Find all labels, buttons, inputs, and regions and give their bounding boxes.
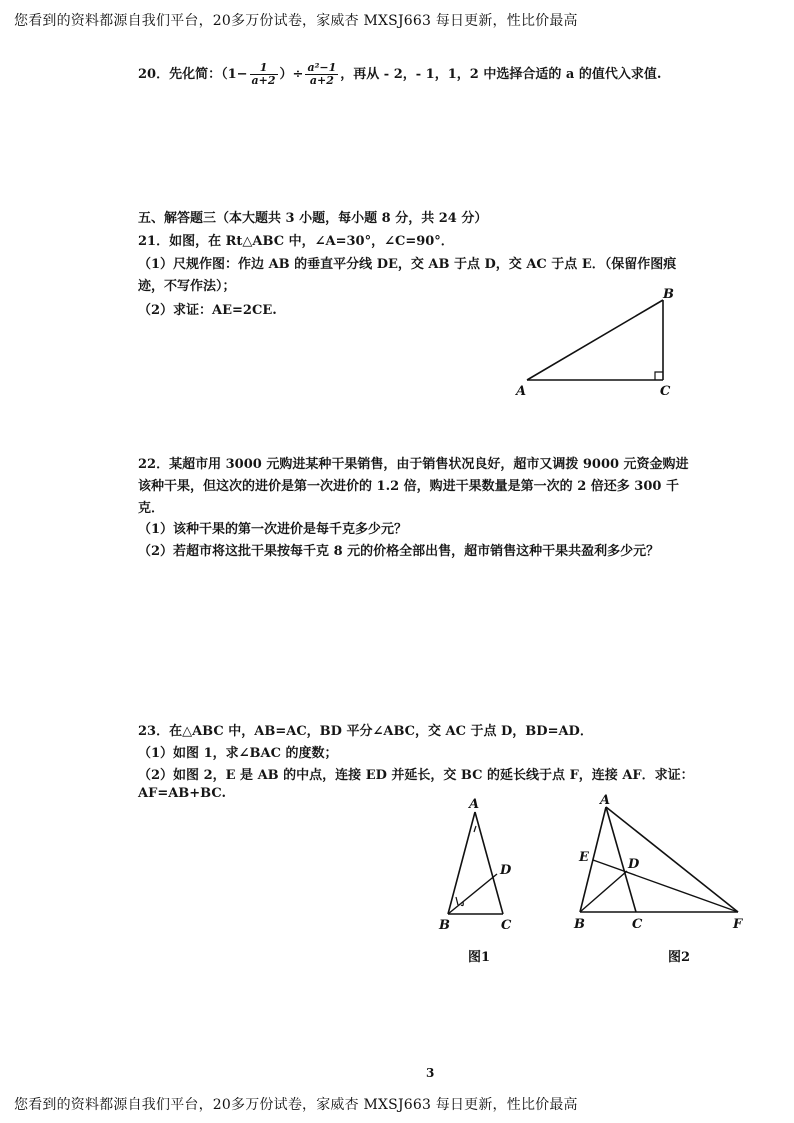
- page-number: 3: [426, 1066, 435, 1080]
- q23-part2-line2: AF=AB+BC.: [138, 786, 227, 801]
- fig1-label-c: C: [501, 918, 512, 933]
- q22-part1: （1）该种干果的第一次进价是每千克多少元？: [138, 522, 408, 537]
- q21-part2: （2）求证：AE=2CE.: [138, 303, 277, 318]
- fig1-caption: 图1: [468, 950, 491, 965]
- q21-label-b: B: [663, 287, 674, 302]
- q21-part1-line1: （1）尺规作图：作边 AB 的垂直平分线 DE，交 AB 于点 D，交 AC 于点 E．（保留作图痕: [138, 257, 677, 272]
- q22-line3: 克．: [138, 501, 165, 516]
- q20-mid: ）÷: [279, 67, 304, 82]
- fig2-segment-bd: [580, 871, 627, 912]
- fig1-label-b: B: [439, 918, 450, 933]
- fig2-label-b: B: [574, 917, 585, 932]
- fig2-caption: 图2: [668, 950, 691, 965]
- fig2-label-e: E: [579, 850, 589, 865]
- q22-line1: 22．某超市用 3000 元购进某种干果销售，由于销售状况良好，超市又调拨 9000 元资金购进: [138, 457, 689, 472]
- q23-part1: （1）如图 1，求∠BAC 的度数；: [138, 746, 338, 761]
- fig1-label-d: D: [500, 863, 512, 878]
- q21-part1-line2: 迹，不写作法）；: [138, 279, 236, 294]
- q20-frac1-denominator: a+2: [251, 74, 276, 87]
- section-5-heading: 五、解答题三（本大题共 3 小题，每小题 8 分，共 24 分）: [138, 211, 488, 226]
- fig1-label-a: A: [469, 797, 480, 812]
- fig2-label-c: C: [632, 917, 643, 932]
- fig2-segment-af: [606, 807, 738, 912]
- fig2-label-d: D: [628, 857, 640, 872]
- q21-label-a: A: [516, 384, 527, 399]
- fig2-label-a: A: [600, 793, 611, 808]
- q23-part2-line1: （2）如图 2，E 是 AB 的中点，连接 ED 并延长，交 BC 的延长线于点 F，连接 AF．求证：: [138, 768, 694, 783]
- fig2-label-f: F: [733, 917, 743, 932]
- watermark-banner-bottom: 您看到的资料都源自我们平台，20多万份试卷，家威杏 MXSJ663 每日更新，性比价最高: [14, 1097, 578, 1113]
- q20-suffix: ，再从 - 2，- 1，1，2 中选择合适的 a 的值代入求值.: [340, 67, 662, 82]
- fig2-segment-ef: [593, 860, 738, 912]
- q20-prefix: 20．先化简：（1−: [138, 67, 248, 82]
- watermark-banner-top: 您看到的资料都源自我们平台，20多万份试卷，家威杏 MXSJ663 每日更新，性比价最高: [14, 13, 578, 29]
- q20-frac2-numerator: a²−1: [307, 61, 337, 74]
- q21-label-c: C: [660, 384, 671, 399]
- q23-stem: 23．在△ABC 中，AB=AC，BD 平分∠ABC，交 AC 于点 D，BD=AD．: [138, 724, 593, 739]
- q22-part2: （2）若超市将这批干果按每千克 8 元的价格全部出售，超市销售这种干果共盈利多少元？: [138, 544, 660, 559]
- q20-frac2-denominator: a+2: [309, 74, 334, 87]
- q22-line2: 该种干果，但这次的进价是第一次进价的 1.2 倍，购进干果数量是第一次的 2 倍还多 300 千: [138, 479, 679, 494]
- q21-stem: 21．如图，在 Rt△ABC 中，∠A=30°，∠C=90°．: [138, 234, 454, 249]
- q20-frac1-numerator: 1: [250, 62, 278, 75]
